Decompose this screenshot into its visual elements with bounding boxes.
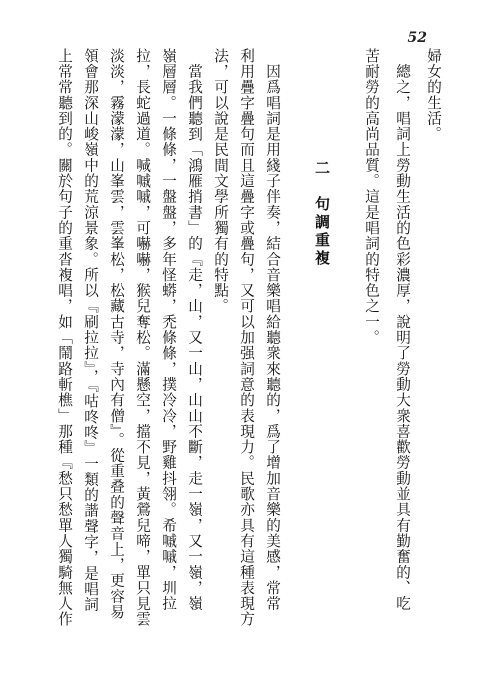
paragraph-1-column-1: 婦女的生活。 — [425, 48, 442, 142]
paragraph-2-column-4: 當我們聽到「鴻雁捎書」的『走，山，又一山，山山不斷，走一嶺，又一嶺，嶺 — [186, 48, 203, 612]
paragraph-2-column-9: 上常常聽到的。關於句子的重沓複唱，如「鬧路斬樵」那種『愁只愁單人獨騎無人作 — [56, 48, 73, 628]
paragraph-2-column-1: 因爲唱詞是用綫子伴奏，結合音樂唱給聽衆來聽的，爲了增加音樂的美感，常常 — [264, 48, 281, 612]
paragraph-2-column-8: 領會那深山峻嶺中的荒涼景象。所以『刷拉拉』，『咕咚咚』一類的諧聲字，是唱詞 — [82, 48, 99, 613]
paragraph-2-column-7: 淡淡，霧濛濛，山峯雲，雲峯松，松藏古寺，寺內有僧』。從重叠的聲音上，更容易 — [108, 48, 125, 620]
paragraph-1-column-3: 苦耐勞的高尚品質。這是唱詞的特色之一。 — [363, 48, 380, 346]
paragraph-2-column-5: 嶺層層。一條條，一盤盤，多年怪蟒，禿條條，撲冷冷，野雞抖翎。希嘁嘁，圳拉 — [160, 48, 177, 612]
page-number: 52 — [407, 30, 427, 46]
paragraph-2-column-6: 拉，長蛇過道。喊嘁嘁，可嚇嚇，猴兒奪松。滿懸空，擋不見，黃鶯兒啼，單只見雲 — [134, 48, 151, 628]
paragraph-1-column-2: 總之，唱詞上勞動生活的色彩濃厚，說明了勞動大衆喜歡勞動並具有勤奮的、吃 — [394, 48, 411, 612]
section-heading: 二 句調重複 — [313, 160, 331, 268]
paragraph-2-column-2: 利用疊字疊句而且這疊字或疊句，又可以加强詞意的表現力。民歌亦具有這種表現方 — [238, 48, 255, 628]
paragraph-2-column-3: 法，可以說是民間文學所獨有的特點。 — [212, 48, 229, 315]
